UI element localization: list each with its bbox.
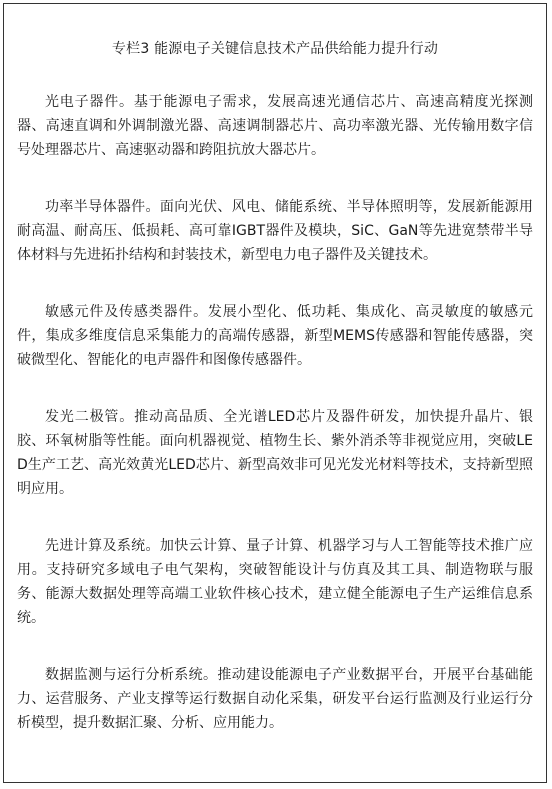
paragraph-data-monitoring: 数据监测与运行分析系统。推动建设能源电子产业数据平台，开展平台基础能力、运营服务、产业支撑等运行数据自动化采集，研发平台运行监测及行业运行分析模型，提升数据汇聚、分析、应用能力。: [17, 667, 533, 731]
paragraph-led: 发光二极管。推动高品质、全光谱LED芯片及器件研发，加快提升晶片、银胶、环氧树脂等性能。面向机器视觉、植物生长、紫外消杀等非视觉应用，突破LED生产工艺、高光效黄光LED芯片、新型高效非可见光发光材料等技术，支持新型照明应用。: [17, 409, 533, 497]
column-title: 专栏3 能源电子关键信息技术产品供给能力提升行动: [111, 41, 439, 57]
paragraph-optoelectronic-devices: 光电子器件。基于能源电子需求，发展高速光通信芯片、高速高精度光探测器、高速直调和外调制激光器、高速调制器芯片、高功率激光器、光传输用数字信号处理器芯片、高速驱动器和跨阻抗放大器芯片。: [17, 94, 533, 158]
paragraph-power-semiconductors: 功率半导体器件。面向光伏、风电、储能系统、半导体照明等，发展新能源用耐高温、耐高压、低损耗、高可靠IGBT器件及模块，SiC、GaN等先进宽禁带半导体材料与先进拓扑结构和封装技术，新型电力电子器件及关键技术。: [17, 199, 533, 263]
column-box: [3, 3, 547, 783]
paragraph-advanced-computing: 先进计算及系统。加快云计算、量子计算、机器学习与人工智能等技术推广应用。支持研究多域电子电气架构，突破智能设计与仿真及其工具、制造物联与服务、能源大数据处理等高端工业软件核心技术，建立健全能源电子生产运维信息系统。: [17, 538, 533, 626]
paragraph-sensors: 敏感元件及传感类器件。发展小型化、低功耗、集成化、高灵敏度的敏感元件，集成多维度信息采集能力的高端传感器，新型MEMS传感器和智能传感器，突破微型化、智能化的电声器件和图像传感器件。: [17, 304, 533, 368]
